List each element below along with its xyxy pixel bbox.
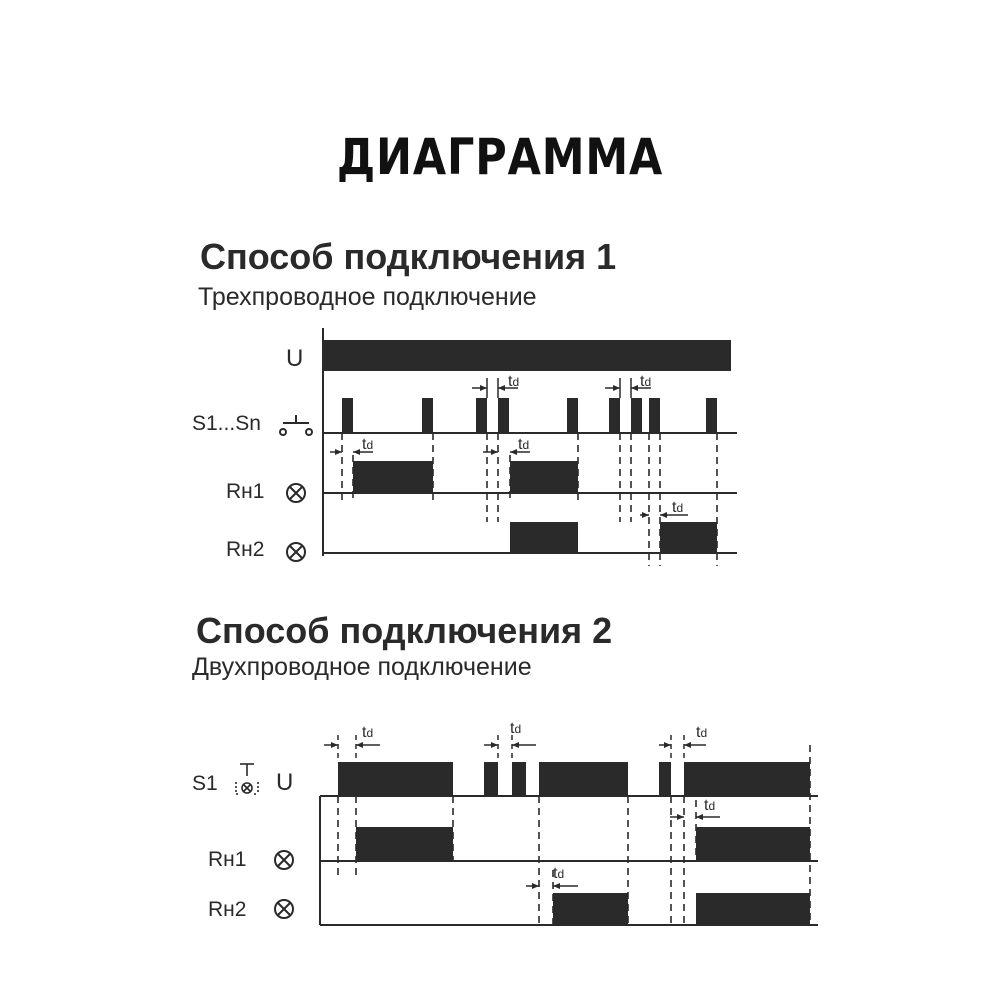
svg-text:td (510, 720, 521, 737)
svg-text:td (508, 373, 519, 390)
switch-pulse (706, 398, 717, 433)
svg-text:td (362, 724, 373, 741)
method1-diagram (192, 328, 737, 566)
svg-text:td (518, 436, 529, 453)
td-label: t (704, 797, 709, 814)
method2-heading: Способ подключения 2 (196, 610, 613, 651)
td-subscript: d (676, 501, 684, 515)
lamp-icon (287, 484, 305, 502)
td-subscript: d (366, 726, 374, 740)
switch-pulse (659, 762, 671, 796)
method2-label-switch: S1 (192, 772, 218, 795)
switch-pulse (342, 398, 353, 433)
switch-pulse (422, 398, 433, 433)
method1-label-lamp1: Rн1 (226, 480, 265, 503)
method1-td-labels (362, 373, 683, 516)
lamp2-on-pulse (696, 893, 810, 925)
td-subscript: d (514, 722, 522, 736)
svg-text:td (362, 436, 373, 453)
svg-text:td (696, 724, 707, 741)
td-subscript: d (557, 867, 565, 881)
lamp2-on-pulse (553, 893, 628, 925)
switch-pulse (539, 762, 628, 796)
lamp2-on-pulse (510, 522, 578, 553)
svg-text:td (640, 373, 651, 390)
td-label: t (672, 499, 677, 516)
td-label: t (553, 865, 558, 882)
method1-heading: Способ подключения 1 (200, 236, 617, 277)
switch-pulse (609, 398, 620, 433)
lamp-icon (275, 851, 293, 869)
page-title: ДИАГРАММА (336, 128, 664, 186)
switch-pulse (567, 398, 578, 433)
method2-td-markers (324, 735, 720, 886)
switch-pulse (631, 398, 642, 433)
td-subscript: d (700, 726, 708, 740)
lamp1-on-pulse (353, 461, 433, 493)
td-subscript: d (644, 375, 652, 389)
td-label: t (362, 436, 367, 453)
lamp2-on-pulse (660, 522, 717, 553)
td-label: t (640, 373, 645, 390)
method1-switch-pulses (342, 398, 717, 433)
switch-lamp-icon (236, 764, 258, 794)
lamp1-on-pulse (510, 461, 578, 493)
td-label: t (510, 720, 515, 737)
td-subscript: d (708, 799, 716, 813)
svg-text:td (672, 499, 683, 516)
method2-switch-pulses (338, 762, 810, 796)
td-label: t (508, 373, 513, 390)
svg-text:td (704, 797, 715, 814)
method1-u-signal (323, 340, 731, 371)
method1-subheading: Трехпроводное подключение (198, 283, 537, 311)
switch-pulse (338, 762, 453, 796)
switch-pulse (512, 762, 526, 796)
switch-pulse (498, 398, 509, 433)
pushbutton-icon (280, 415, 312, 435)
td-label: t (696, 724, 701, 741)
td-label: t (518, 436, 523, 453)
method2-diagram (192, 720, 818, 925)
switch-pulse (649, 398, 660, 433)
lamp-icon (287, 543, 305, 561)
td-subscript: d (522, 438, 530, 452)
method1-label-u: U (286, 345, 304, 372)
method2-label-u: U (276, 769, 294, 796)
lamp1-on-pulse (696, 827, 810, 861)
lamp1-on-pulse (356, 827, 453, 861)
svg-text:td (553, 865, 564, 882)
method2-label-lamp1: Rн1 (208, 848, 247, 871)
td-subscript: d (366, 438, 374, 452)
switch-pulse (484, 762, 498, 796)
method1-label-switch: S1...Sn (192, 412, 261, 435)
lamp-icon (275, 900, 293, 918)
method2-label-lamp2: Rн2 (208, 898, 247, 921)
method1-label-lamp2: Rн2 (226, 538, 265, 561)
method2-subheading: Двухпроводное подключение (192, 653, 532, 681)
switch-pulse (476, 398, 487, 433)
switch-pulse (684, 762, 810, 796)
td-label: t (362, 724, 367, 741)
td-subscript: d (512, 375, 520, 389)
